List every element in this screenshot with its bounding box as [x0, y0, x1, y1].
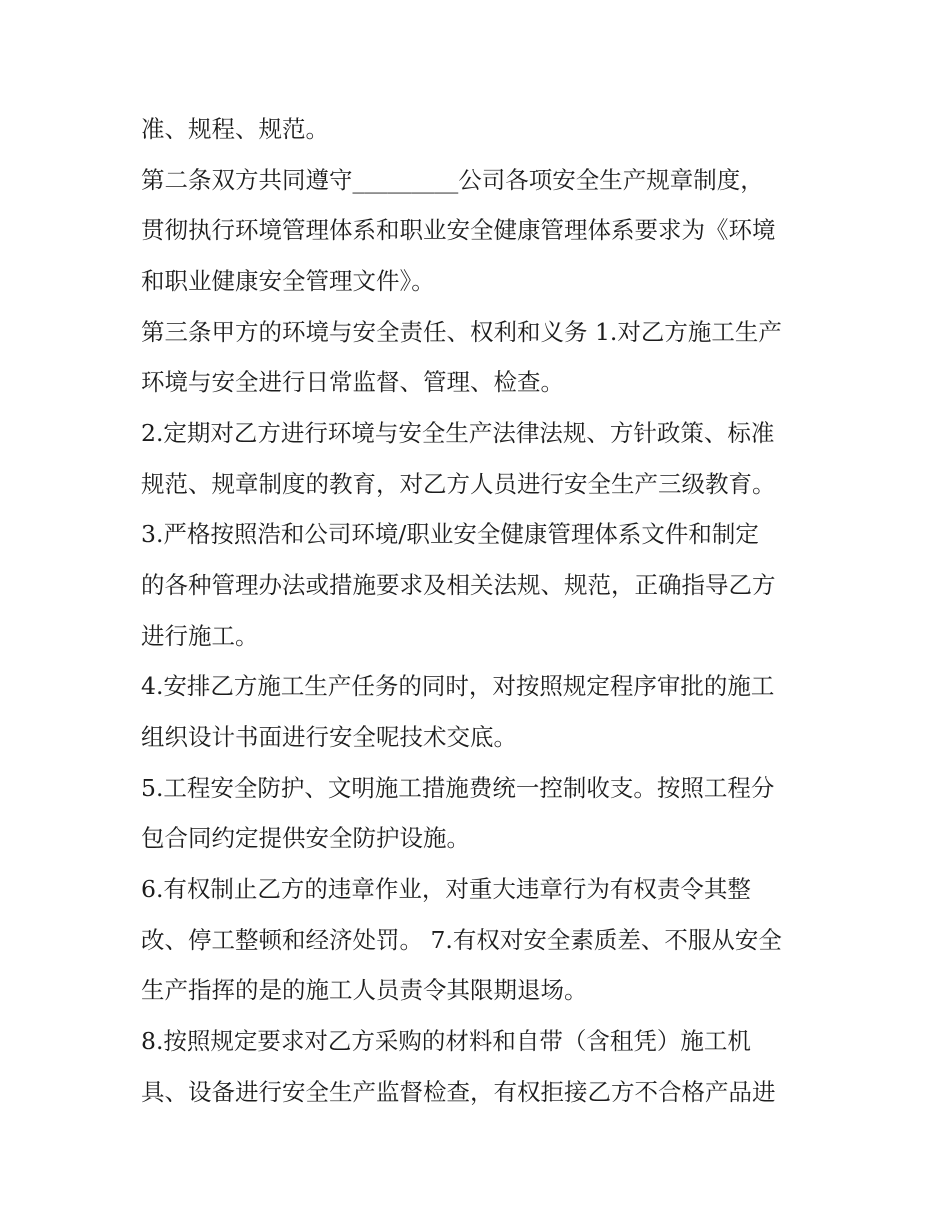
text-line: 第三条甲方的环境与安全责任、权利和义务 1.对乙方施工生产: [141, 318, 782, 346]
text-line: 生产指挥的是的施工人员责令其限期退场。: [141, 976, 588, 1004]
text-line: 改、停工整顿和经济处罚。 7.有权对安全素质差、不服从安全: [141, 926, 782, 954]
text-line: 4.安排乙方施工生产任务的同时，对按照规定程序审批的施工: [141, 672, 775, 700]
text-line: 的各种管理办法或措施要求及相关法规、规范，正确指导乙方: [141, 571, 776, 599]
text-line: 规范、规章制度的教育，对乙方人员进行安全生产三级教育。: [141, 470, 776, 498]
text-line: 环境与安全进行日常监督、管理、检查。: [141, 368, 564, 396]
text-line: 包合同约定提供安全防护设施。: [141, 824, 470, 852]
text-line: 2.定期对乙方进行环境与安全生产法律法规、方针政策、标准: [141, 419, 775, 447]
text-line: 贯彻执行环境管理体系和职业安全健康管理体系要求为《环境: [141, 216, 776, 244]
text-line: 准、规程、规范。: [141, 115, 329, 143]
text-line: 组织设计书面进行安全呢技术交底。: [141, 723, 517, 751]
text-line: 具、设备进行安全生产监督检查，有权拒接乙方不合格产品进: [141, 1078, 776, 1106]
text-line: 6.有权制止乙方的违章作业，对重大违章行为有权责令其整: [141, 875, 751, 903]
text-line: 5.工程安全防护、文明施工措施费统一控制收支。按照工程分: [141, 774, 775, 802]
text-line: 进行施工。: [141, 622, 259, 650]
text-line: 和职业健康安全管理文件》。: [141, 267, 435, 295]
text-line: 第二条双方共同遵守_________公司各项安全生产规章制度，: [141, 166, 764, 194]
text-line: 3.严格按照浩和公司环境/职业安全健康管理体系文件和制定: [141, 520, 759, 548]
text-line: 8.按照规定要求对乙方采购的材料和自带（含租凭）施工机: [141, 1027, 751, 1055]
